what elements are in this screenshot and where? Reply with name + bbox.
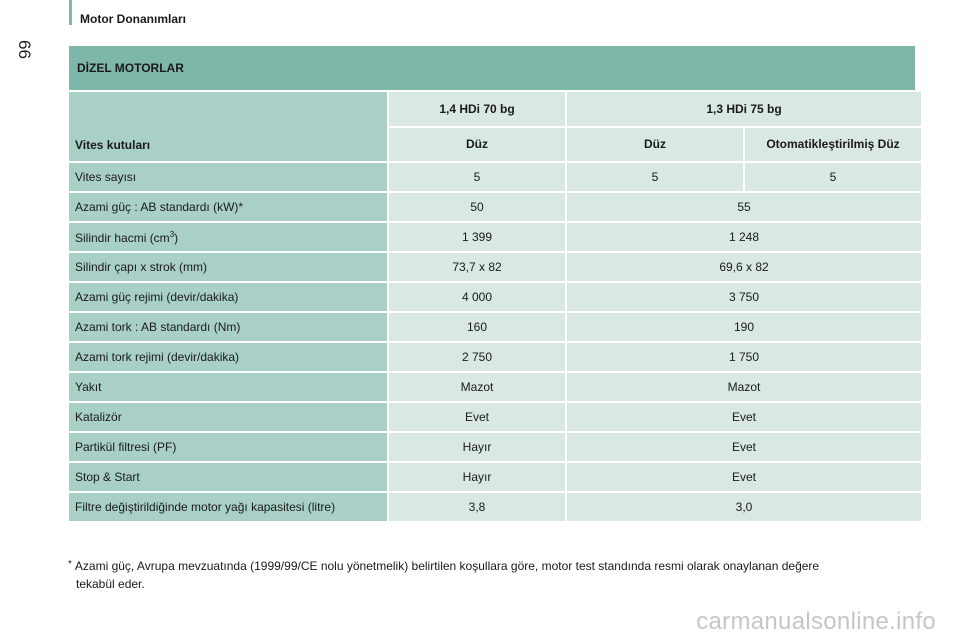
spec-row xyxy=(69,403,921,431)
spec-label-text: Stop & Start xyxy=(75,470,140,484)
spec-label xyxy=(69,373,387,401)
spec-row xyxy=(69,313,921,341)
spec-label-text: Azami tork rejimi (devir/dakika) xyxy=(75,350,240,364)
spec-value-engine-1: 160 xyxy=(389,313,565,341)
spec-value-engine-1: 4 000 xyxy=(389,283,565,311)
spec-label-text: Azami güç : AB standardı (kW)* xyxy=(75,200,244,214)
footnote-marker: * xyxy=(68,559,72,570)
spec-value-engine-2: 55 xyxy=(567,193,921,221)
spec-label-text: Filtre değiştirildiğinde motor yağı kapasitesi (litre) xyxy=(75,500,336,514)
spec-value-engine-2: 190 xyxy=(567,313,921,341)
spec-value-engine-1: Hayır xyxy=(389,433,565,461)
spec-value-engine-2: Evet xyxy=(567,433,921,461)
spec-label xyxy=(69,403,387,431)
spec-label-text: Azami tork : AB standardı (Nm) xyxy=(75,320,241,334)
spec-label xyxy=(69,313,387,341)
gearbox-2: Düz xyxy=(567,128,743,162)
footnote-text-continued: tekabül eder. xyxy=(76,577,145,591)
gearbox-1: Düz xyxy=(389,128,565,162)
gearbox-3: Otomatikleştirilmiş Düz xyxy=(745,128,921,162)
spec-row xyxy=(69,373,921,401)
spec-label xyxy=(69,433,387,461)
spec-value-engine-2: Mazot xyxy=(567,373,921,401)
table-title: DİZEL MOTORLAR xyxy=(77,61,184,75)
spec-row xyxy=(69,493,921,521)
spec-row xyxy=(69,463,921,491)
spec-value-engine-1: 50 xyxy=(389,193,565,221)
page-number: 66 xyxy=(15,40,34,59)
spec-label-text: Azami güç rejimi (devir/dakika) xyxy=(75,290,239,304)
diesel-engine-spec-table xyxy=(67,90,923,523)
spec-label-text: Silindir çapı x strok (mm) xyxy=(75,260,208,274)
spec-row xyxy=(69,433,921,461)
table-title-band xyxy=(69,46,915,90)
spec-value-engine-1: 73,7 x 82 xyxy=(389,253,565,281)
spec-label-text: Katalizör xyxy=(75,410,122,424)
engine-2-header: 1,3 HDi 75 bg xyxy=(567,92,921,126)
spec-value-engine-1: 3,8 xyxy=(389,493,565,521)
spec-label xyxy=(69,223,387,251)
gears-value-3: 5 xyxy=(745,163,921,191)
spec-label-text: Silindir hacmi (cm xyxy=(75,230,170,245)
spec-value-engine-2: 69,6 x 82 xyxy=(567,253,921,281)
spec-row xyxy=(69,253,921,281)
spec-value-engine-1: Mazot xyxy=(389,373,565,401)
spec-value-engine-2: 3 750 xyxy=(567,283,921,311)
spec-value-engine-2: 1 248 xyxy=(567,223,921,251)
spec-row xyxy=(69,343,921,371)
spec-value-engine-1: 2 750 xyxy=(389,343,565,371)
spec-value-engine-2: Evet xyxy=(567,403,921,431)
spec-row xyxy=(69,223,921,251)
spec-label xyxy=(69,283,387,311)
spec-value-engine-2: 3,0 xyxy=(567,493,921,521)
section-title: Motor Donanımları xyxy=(80,12,187,26)
spec-label-text: Partikül filtresi (PF) xyxy=(75,440,177,454)
spec-label xyxy=(69,253,387,281)
gears-value-2: 5 xyxy=(567,163,743,191)
spec-label xyxy=(69,493,387,521)
gears-value-1: 5 xyxy=(389,163,565,191)
engine-1-header: 1,4 HDi 70 bg xyxy=(389,92,565,126)
spec-label-suffix: ) xyxy=(174,230,179,245)
spec-label-text: Yakıt xyxy=(75,380,102,394)
spec-row xyxy=(69,193,921,221)
spec-value-engine-2: Evet xyxy=(567,463,921,491)
spec-value-engine-1: Evet xyxy=(389,403,565,431)
watermark: carmanualsonline.info xyxy=(696,608,936,635)
spec-value-engine-2: 1 750 xyxy=(567,343,921,371)
spec-value-engine-1: 1 399 xyxy=(389,223,565,251)
spec-label xyxy=(69,463,387,491)
spec-value-engine-1: Hayır xyxy=(389,463,565,491)
spec-row xyxy=(69,283,921,311)
section-accent-bar xyxy=(69,0,72,25)
spec-label xyxy=(69,193,387,221)
gears-label: Vites sayısı xyxy=(69,163,387,191)
footnote xyxy=(68,558,908,593)
gearbox-label: Vites kutuları xyxy=(69,92,387,161)
gears-row xyxy=(69,163,921,191)
engine-header-row xyxy=(69,92,921,126)
spec-label xyxy=(69,343,387,371)
footnote-text: Azami güç, Avrupa mevzuatında (1999/99/CE nolu yönetmelik) belirtilen koşullara göre, motor test standında resmi olarak onaylanan değere xyxy=(74,559,820,573)
spec-label-superscript: 3 xyxy=(169,229,175,239)
